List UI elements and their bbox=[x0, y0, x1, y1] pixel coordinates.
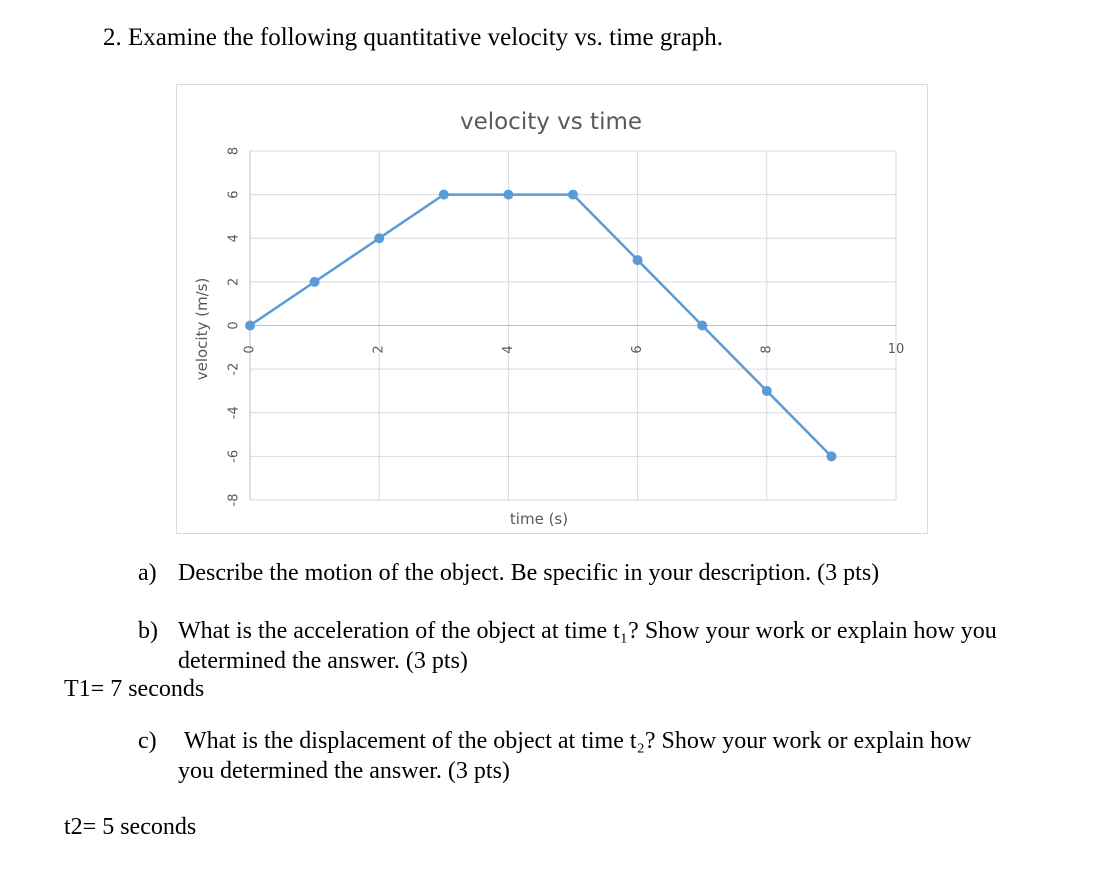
part-c bbox=[138, 726, 1098, 788]
x-axis-label: time (s) bbox=[509, 510, 569, 528]
data-point bbox=[826, 451, 836, 461]
part-c-letter: c) bbox=[138, 728, 157, 754]
x-tick-label: 0 bbox=[242, 345, 258, 354]
axes bbox=[250, 151, 896, 500]
y-tick-label: 4 bbox=[226, 234, 242, 243]
y-tick-label: -4 bbox=[226, 406, 242, 420]
data-point bbox=[762, 386, 772, 396]
y-tick-label: -8 bbox=[226, 493, 242, 507]
x-tick-label: 6 bbox=[630, 345, 646, 354]
data-point bbox=[633, 255, 643, 265]
part-b bbox=[138, 616, 1098, 678]
x-tick-label: 4 bbox=[500, 345, 516, 354]
x-tick-label: 2 bbox=[371, 345, 387, 354]
chart-title: velocity vs time bbox=[459, 109, 643, 135]
x-tick-label: 10 bbox=[887, 342, 905, 357]
part-a-letter: a) bbox=[138, 560, 157, 586]
data-point bbox=[697, 321, 707, 331]
data-point bbox=[245, 321, 255, 331]
y-tick-label: 6 bbox=[226, 190, 242, 199]
data-point bbox=[310, 277, 320, 287]
y-tick-label: -2 bbox=[226, 362, 242, 376]
part-b-line1: What is the acceleration of the object at time t₁? Show your work or explain how you bbox=[178, 618, 997, 644]
y-tick-label: 8 bbox=[226, 146, 242, 156]
chart-svg bbox=[177, 85, 927, 533]
y-tick-label: -6 bbox=[226, 449, 242, 463]
tick-labels bbox=[227, 147, 905, 507]
velocity-time-chart bbox=[176, 84, 928, 534]
question-heading: 2. Examine the following quantitative velocity vs. time graph. bbox=[103, 24, 723, 51]
part-c-line1: What is the displacement of the object at time t₂? Show your work or explain how bbox=[184, 728, 972, 754]
data-point bbox=[374, 233, 384, 243]
answer-t1: T1= 7 seconds bbox=[64, 676, 205, 702]
part-c-line2: you determined the answer. (3 pts) bbox=[178, 758, 510, 784]
y-axis-label: velocity (m/s) bbox=[193, 277, 211, 381]
y-tick-label: 2 bbox=[226, 277, 242, 287]
x-tick-label: 8 bbox=[759, 345, 775, 354]
part-b-letter: b) bbox=[138, 618, 158, 644]
part-a-text: Describe the motion of the object. Be specific in your description. (3 pts) bbox=[178, 560, 880, 586]
data-point bbox=[439, 190, 449, 200]
part-b-line2: determined the answer. (3 pts) bbox=[178, 648, 468, 674]
data-point bbox=[503, 190, 513, 200]
data-point bbox=[568, 190, 578, 200]
answer-t2: t2= 5 seconds bbox=[64, 814, 197, 840]
y-tick-label: 0 bbox=[226, 321, 242, 330]
